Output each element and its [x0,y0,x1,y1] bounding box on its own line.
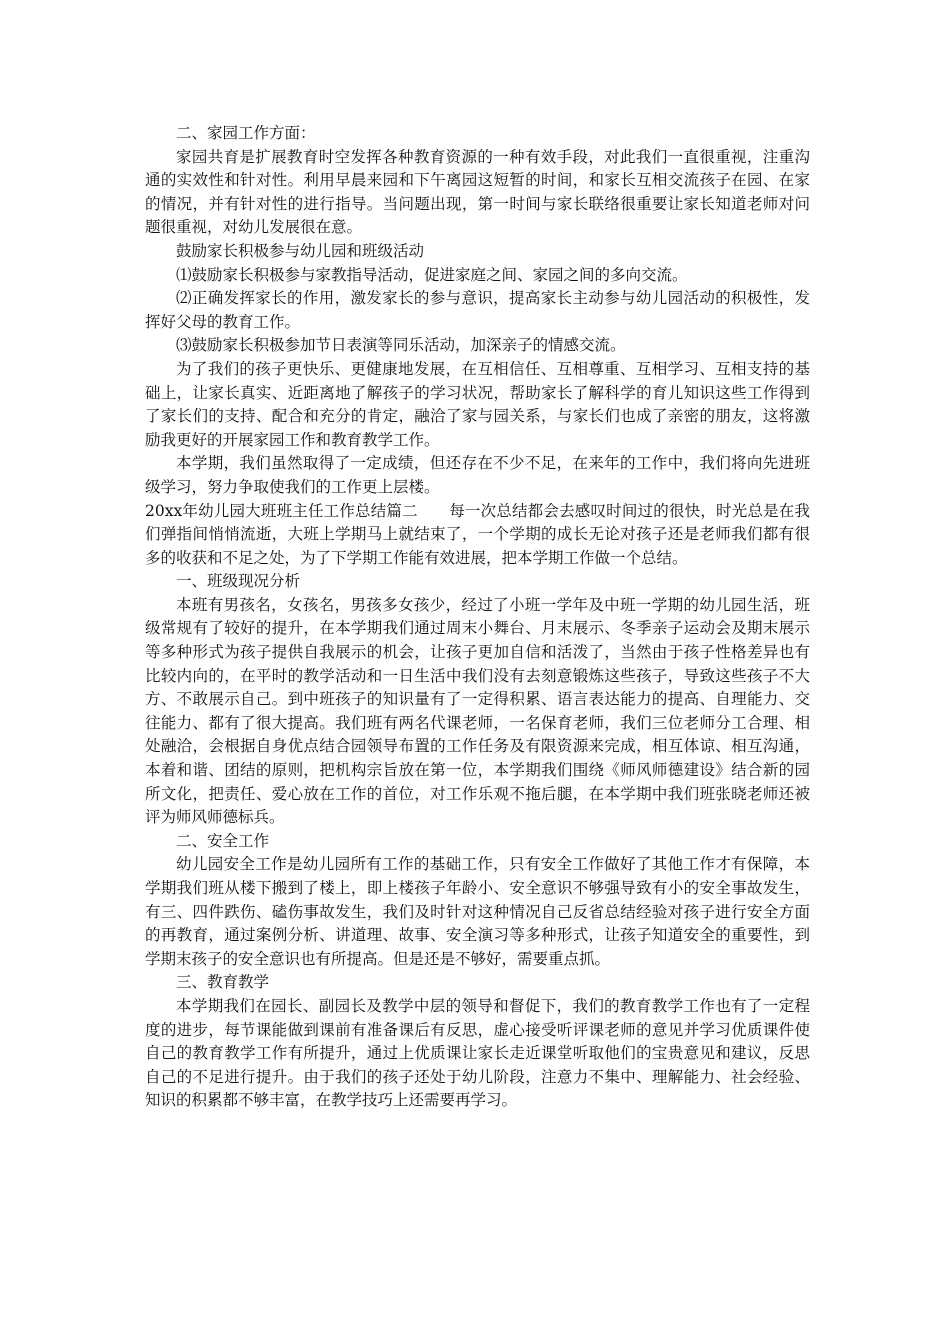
paragraph-summary-part-two: 20xx年幼儿园大班班主任工作总结篇二 每一次总结都会去感叹时间过的很快，时光总是在我们弹指间悄悄流逝，大班上学期马上就结束了，一个学期的成长无论对孩子还是老师我们都有很多的收获和不足之处，为了下学期工作能有效进展，把本学期工作做一个总结。 [145,501,810,567]
list-item-1: ⑴鼓励家长积极参与家教指导活动，促进家庭之间、家园之间的多向交流。 [176,265,688,284]
paragraph-home-school-intro: 家园共育是扩展教育时空发挥各种教育资源的一种有效手段，对此我们一直很重视，注重沟通的实效性和针对性。利用早晨来园和下午离园这短暂的时间，和家长互相交流孩子在园、在家的情况，并有针对性的进行指导。当问题出现，第一时间与家长联络很重要让家长知道老师对问题很重视，对幼儿发展很在意。 [145,147,810,237]
paragraph-parent-support: 为了我们的孩子更快乐、更健康地发展，在互相信任、互相尊重、互相学习、互相支持的基础上，让家长真实、近距离地了解孩子的学习状况，帮助家长了解科学的育儿知识这些工作得到了家长们的支持、配合和充分的肯定，融洽了家与园关系，与家长们也成了亲密的朋友，这将激励我更好的开展家园工作和教育教学工作。 [145,359,810,449]
list-item-3: ⑶鼓励家长积极参加节日表演等同乐活动，加深亲子的情感交流。 [176,336,626,355]
paragraph-this-semester: 本学期，我们虽然取得了一定成绩，但还存在不少不足，在来年的工作中，我们将向先进班级学习，努力争取使我们的工作更上层楼。 [145,454,810,496]
section-heading-class-status: 一、班级现况分析 [176,572,301,591]
subheading-encourage-parents: 鼓励家长积极参与幼儿园和班级活动 [176,241,425,260]
document-page [145,122,810,1113]
section-heading-home-school: 二、家园工作方面： [176,124,316,142]
paragraph-safety: 幼儿园安全工作是幼儿园所有工作的基础工作，只有安全工作做好了其他工作才有保障，本学期我们班从楼下搬到了楼上，即上楼孩子年龄小、安全意识不够强导致有小的安全事故发生，有三、四件跌伤、磕伤事故发生，我们及时针对这种情况自己反省总结经验对孩子进行安全方面的再教育，通过案例分析、讲道理、故事、安全演习等多种形式，让孩子知道安全的重要性，到学期末孩子的安全意识也有所提高。但是还是不够好，需要重点抓。 [145,855,810,968]
list-item-2: ⑵正确发挥家长的作用，激发家长的参与意识，提高家长主动参与幼儿园活动的积极性，发挥好父母的教育工作。 [145,289,810,331]
paragraph-class-status: 本班有男孩名，女孩名，男孩多女孩少，经过了小班一学年及中班一学期的幼儿园生活，班级常规有了较好的提升，在本学期我们通过周末小舞台、月末展示、冬季亲子运动会及期末展示等多种形式为孩子提供自我展示的机会，让孩子更加自信和活泼了，当然由于孩子性格差异也有比较内向的，在平时的教学活动和一日生活中我们没有去刻意锻炼这些孩子，导致这些孩子不大方、不敢展示自己。到中班孩子的知识量有了一定得积累、语言表达能力的提高、自理能力、交往能力、都有了很大提高。我们班有两名代课老师，一名保育老师，我们三位老师分工合理、相处融洽，会根据自身优点结合园领导布置的工作任务及有限资源来完成，相互体谅、相互沟通，本着和谐、团结的原则，把机构宗旨放在第一位，本学期我们围绕《师风师德建设》结合新的园所文化，把责任、爱心放在工作的首位，对工作乐观不拖后腿，在本学期中我们班张晓老师还被评为师风师德标兵。 [145,595,810,827]
section-heading-safety: 二、安全工作 [176,831,270,850]
section-heading-teaching: 三、教育教学 [176,973,270,992]
paragraph-teaching: 本学期我们在园长、副园长及教学中层的领导和督促下，我们的教育教学工作也有了一定程度的进步，每节课能做到课前有准备课后有反思，虚心接受听评课老师的意见并学习优质课件使自己的教育教学工作有所提升，通过上优质课让家长走近课堂听取他们的宝贵意见和建议，反思自己的不足进行提升。由于我们的孩子还处于幼儿阶段，注意力不集中、理解能力、社会经验、知识的积累都不够丰富，在教学技巧上还需要再学习。 [145,996,810,1110]
